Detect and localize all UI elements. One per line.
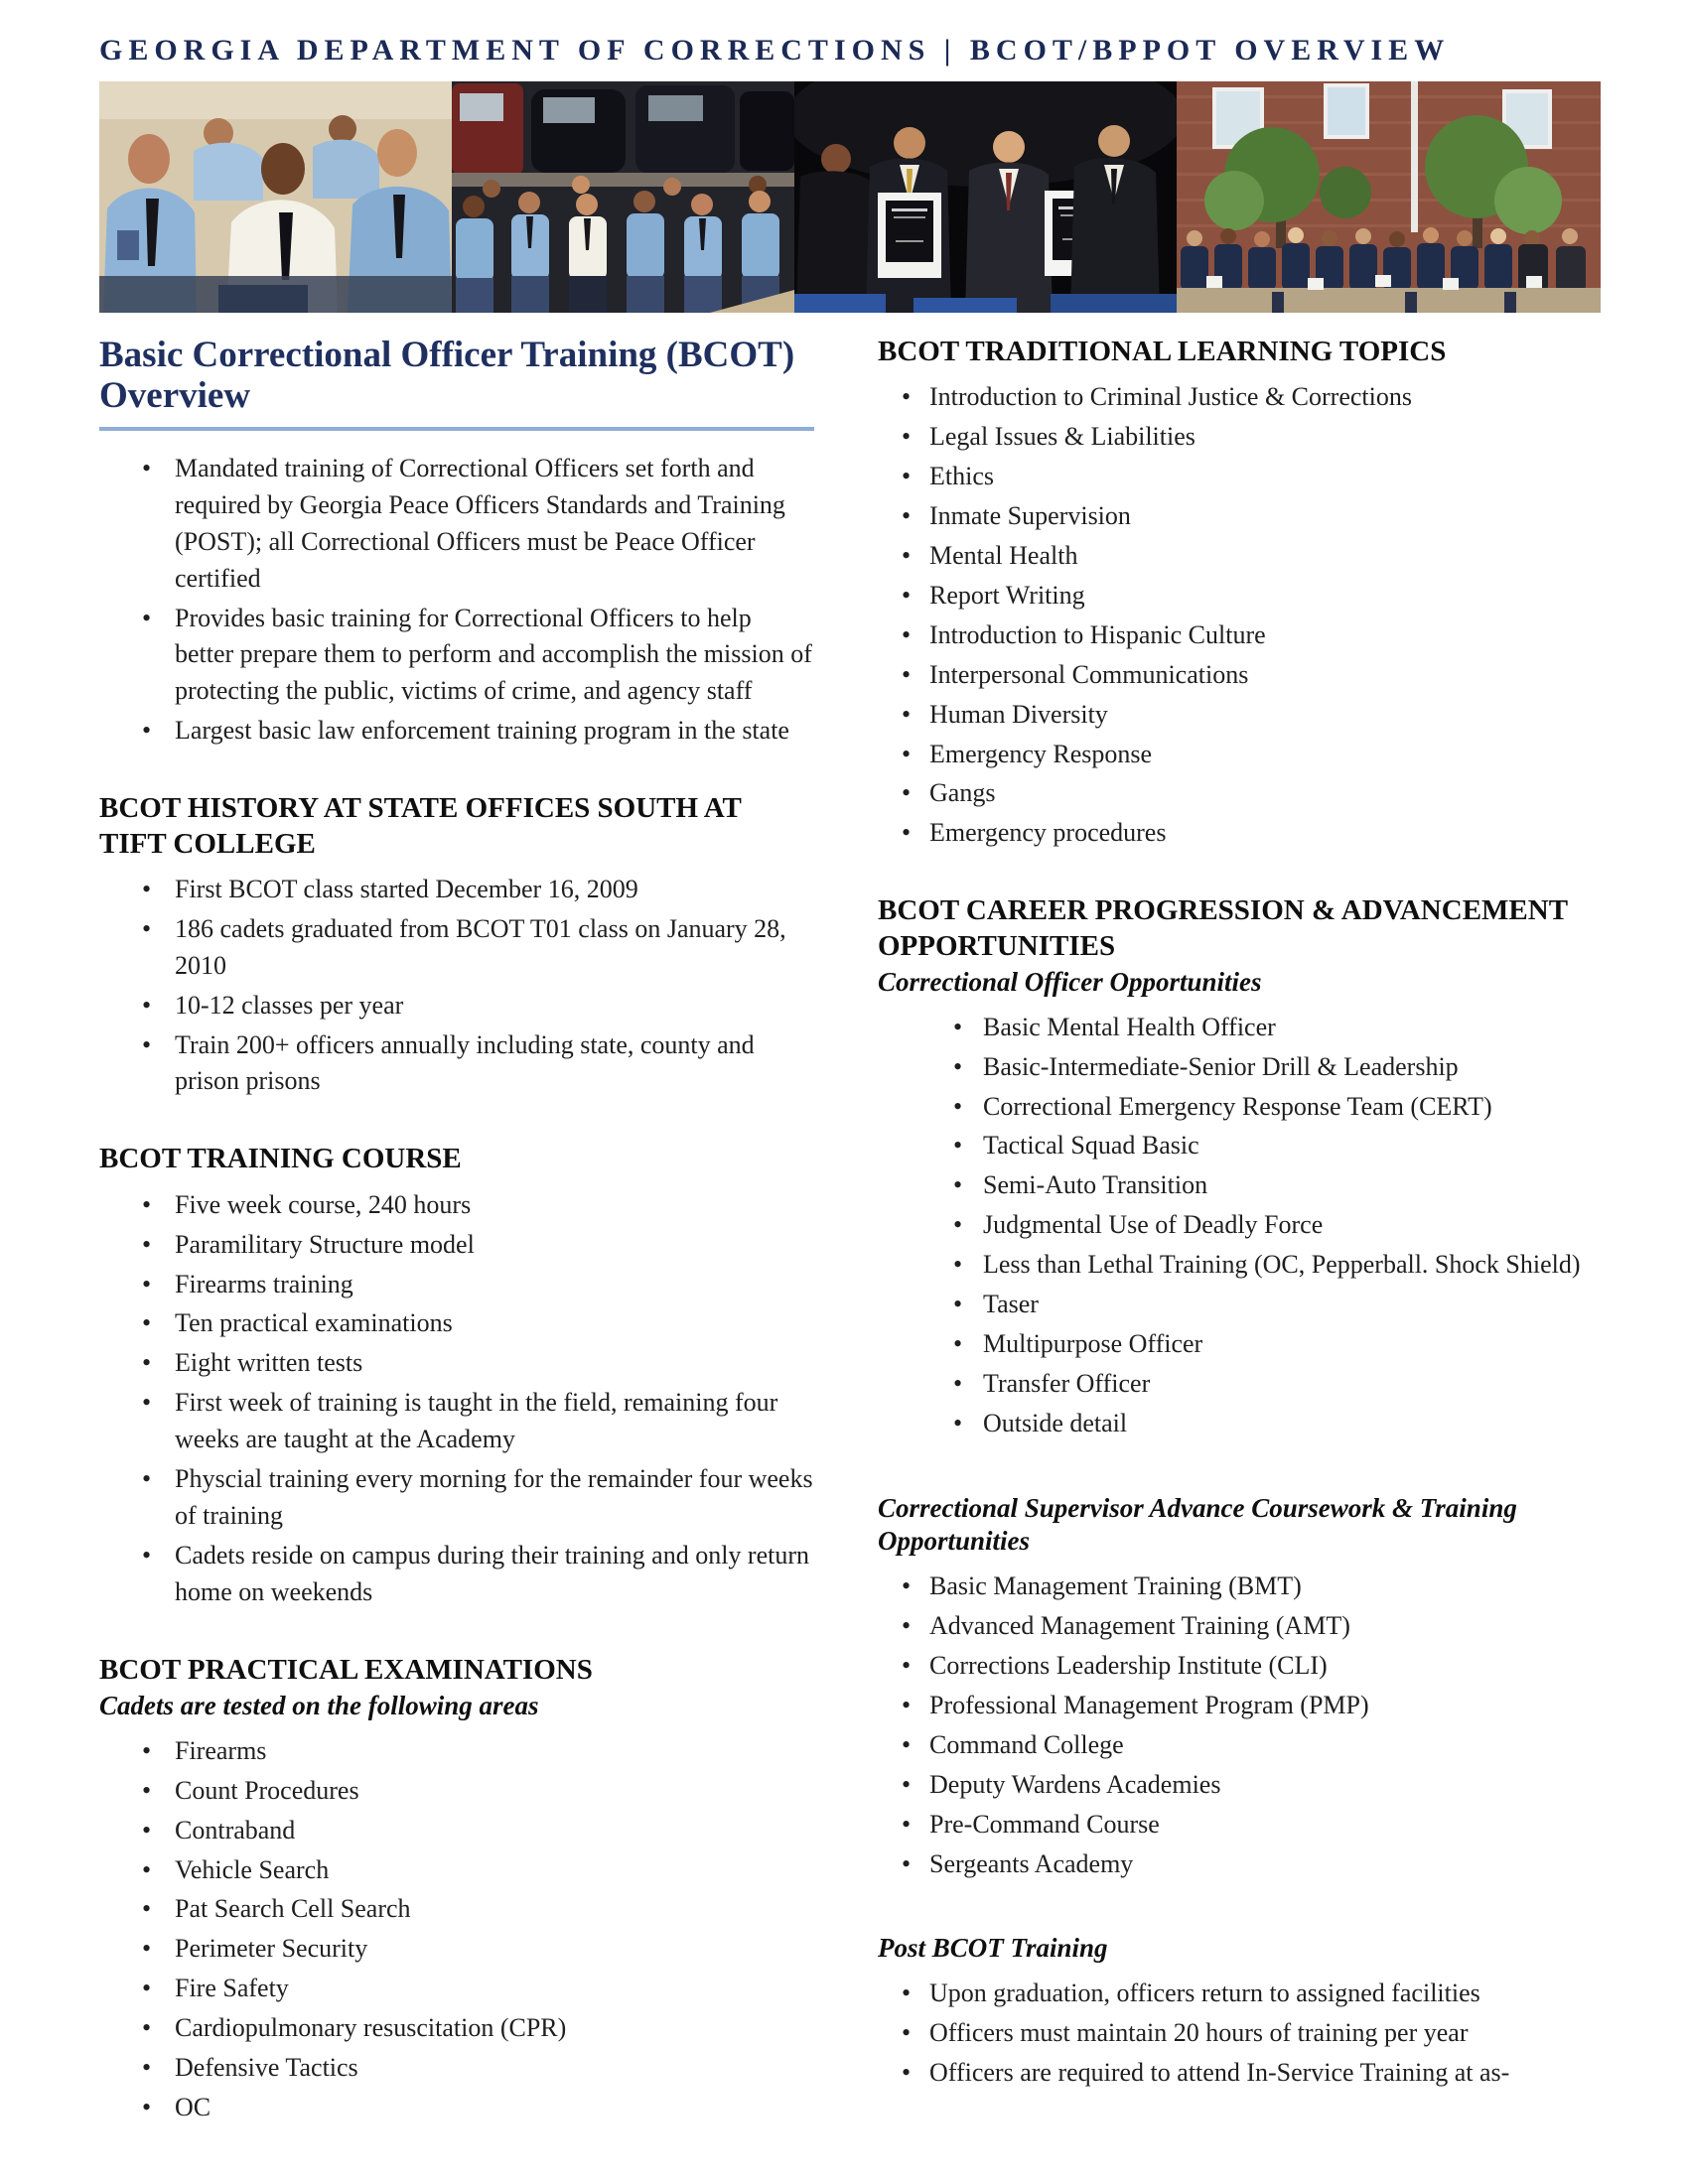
right-column (878, 335, 1601, 2095)
course-heading: BCOT TRAINING COURSE (99, 1143, 462, 1175)
history-list (99, 872, 814, 1100)
topics-list (878, 379, 1601, 852)
bullet-item: • Eight written tests (99, 1345, 814, 1382)
bullet-item: • Corrections Leadership Institute (CLI) (878, 1648, 1601, 1685)
graduation-group-outdoors-photo (1177, 81, 1601, 313)
bullet-item: • Introduction to Criminal Justice & Corrections (878, 379, 1601, 416)
supervisor-list (878, 1569, 1601, 1882)
bullet-item: • Sergeants Academy (878, 1846, 1601, 1883)
bullet-item: • Paramilitary Structure model (99, 1227, 814, 1264)
post-list (878, 1976, 1601, 2092)
content-columns (0, 313, 1688, 2129)
practical-subheading: Cadets are tested on the following areas (99, 1691, 539, 1721)
bullet-item: • Professional Management Program (PMP) (878, 1688, 1601, 1724)
bullet-item: • Basic Management Training (BMT) (878, 1569, 1601, 1605)
practical-list (99, 1733, 814, 2126)
bullet-item: • Pat Search Cell Search (99, 1891, 814, 1928)
bullet-item: • Outside detail (878, 1406, 1601, 1442)
left-column (99, 335, 814, 2129)
career-list (878, 1010, 1601, 1442)
bullet-item: • Multipurpose Officer (878, 1326, 1601, 1363)
bullet-item: • Firearms training (99, 1267, 814, 1303)
award-ceremony-framed-certificates-photo (794, 81, 1177, 313)
bullet-item: • Cardiopulmonary resuscitation (CPR) (99, 2010, 814, 2047)
bullet-item: • Officers are required to attend In-Service Training at as- (878, 2055, 1601, 2092)
bullet-item: • Vehicle Search (99, 1852, 814, 1889)
post-subheading: Post BCOT Training (878, 1933, 1108, 1964)
bullet-item: • Emergency procedures (878, 815, 1601, 852)
overview-heading: Basic Correctional Officer Training (BCOT) Overview (99, 335, 795, 417)
bullet-item: • Human Diversity (878, 697, 1601, 734)
bullet-item: • Mandated training of Correctional Officers set forth and required by Georgia Peace Officers Standards and Training (POST); all Correctional Officers must be Peace Officer certified (99, 451, 814, 598)
photo-banner (99, 81, 1601, 313)
bullet-item: • Interpersonal Communications (878, 657, 1601, 694)
bullet-item: • Transfer Officer (878, 1366, 1601, 1403)
overview-list (99, 451, 814, 750)
career-subheading: Correctional Officer Opportunities (878, 967, 1262, 997)
bullet-item: • Introduction to Hispanic Culture (878, 617, 1601, 654)
course-list (99, 1187, 814, 1611)
bullet-item: • Advanced Management Training (AMT) (878, 1608, 1601, 1645)
bullet-item: • Contraband (99, 1813, 814, 1849)
bullet-item: • Physcial training every morning for the remainder four weeks of training (99, 1461, 814, 1535)
bullet-item: • Legal Issues & Liabilities (878, 419, 1601, 456)
bullet-item: • 10-12 classes per year (99, 988, 814, 1024)
bullet-item: • Train 200+ officers annually including state, county and prison prisons (99, 1027, 814, 1101)
topics-heading: BCOT TRADITIONAL LEARNING TOPICS (878, 336, 1447, 367)
career-heading: BCOT CAREER PROGRESSION & ADVANCEMENT OPPORTUNITIES (878, 894, 1568, 962)
bullet-item: • Upon graduation, officers return to assigned facilities (878, 1976, 1601, 2012)
seated-officers-classroom-photo (99, 81, 452, 313)
bullet-item: • Firearms (99, 1733, 814, 1770)
bullet-item: • Deputy Wardens Academies (878, 1767, 1601, 1804)
bullet-item: • 186 cadets graduated from BCOT T01 class on January 28, 2010 (99, 911, 814, 985)
officers-formation-parking-lot-photo (452, 81, 794, 313)
practical-heading: BCOT PRACTICAL EXAMINATIONS (99, 1653, 593, 1686)
bullet-item: • Tactical Squad Basic (878, 1128, 1601, 1164)
bullet-item: • Basic Mental Health Officer (878, 1010, 1601, 1046)
bullet-item: • Five week course, 240 hours (99, 1187, 814, 1224)
bullet-item: • Provides basic training for Correctional Officers to help better prepare them to perform and accomplish the mission of protecting the public, victims of crime, and agency staff (99, 601, 814, 711)
bullet-item: • Fire Safety (99, 1971, 814, 2007)
bullet-item: • Inmate Supervision (878, 498, 1601, 535)
history-heading: BCOT HISTORY AT STATE OFFICES SOUTH AT TIFT COLLEGE (99, 792, 742, 860)
bullet-item: • Officers must maintain 20 hours of training per year (878, 2015, 1601, 2052)
supervisor-subheading: Correctional Supervisor Advance Coursework & Training Opportunities (878, 1492, 1517, 1557)
bullet-item: • OC (99, 2090, 814, 2126)
bullet-item: • Report Writing (878, 578, 1601, 614)
heading-rule (99, 427, 814, 431)
bullet-item: • Ethics (878, 459, 1601, 495)
bullet-item: • Basic-Intermediate-Senior Drill & Leadership (878, 1049, 1601, 1086)
bullet-item: • Judgmental Use of Deadly Force (878, 1207, 1601, 1244)
bullet-item: • Taser (878, 1287, 1601, 1323)
bullet-item: • Semi-Auto Transition (878, 1167, 1601, 1204)
bullet-item: • First week of training is taught in the field, remaining four weeks are taught at the Academy (99, 1385, 814, 1458)
bullet-item: • Ten practical examinations (99, 1305, 814, 1342)
bullet-item: • Correctional Emergency Response Team (CERT) (878, 1089, 1601, 1126)
bullet-item: • Command College (878, 1727, 1601, 1764)
bullet-item: • Mental Health (878, 538, 1601, 575)
bullet-item: • Defensive Tactics (99, 2050, 814, 2087)
bullet-item: • First BCOT class started December 16, 2009 (99, 872, 814, 908)
bullet-item: • Perimeter Security (99, 1931, 814, 1968)
bullet-item: • Pre-Command Course (878, 1807, 1601, 1843)
bullet-item: • Cadets reside on campus during their training and only return home on weekends (99, 1538, 814, 1611)
bullet-item: • Emergency Response (878, 737, 1601, 773)
page-title: GEORGIA DEPARTMENT OF CORRECTIONS | BCOT/BPPOT OVERVIEW (99, 34, 1451, 67)
bullet-item: • Count Procedures (99, 1773, 814, 1810)
bullet-item: • Largest basic law enforcement training program in the state (99, 713, 814, 750)
bullet-item: • Less than Lethal Training (OC, Pepperball. Shock Shield) (878, 1247, 1601, 1284)
bullet-item: • Gangs (878, 775, 1601, 812)
